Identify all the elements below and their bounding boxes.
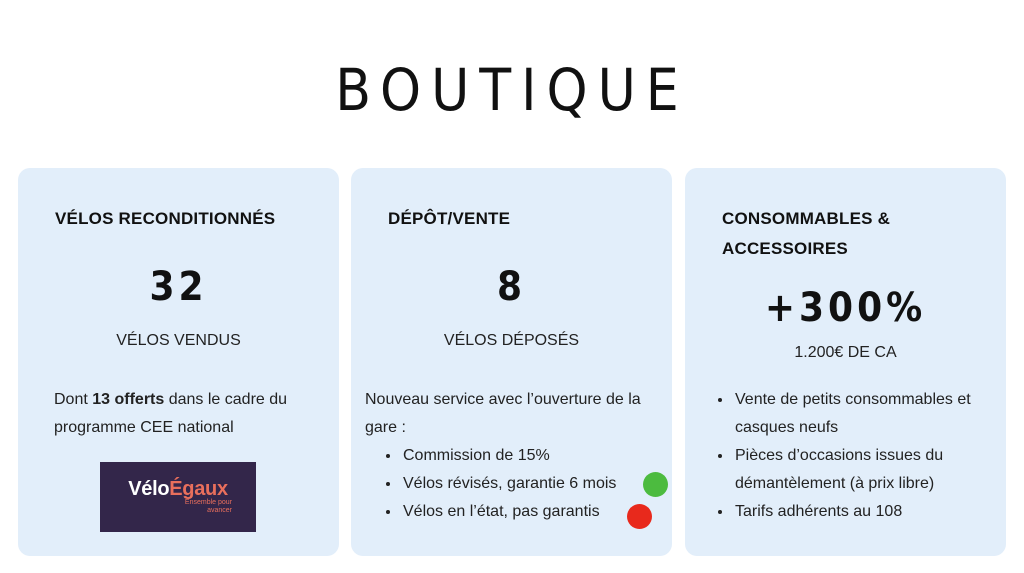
card-depot-vente — [351, 168, 672, 556]
big-value: +300% — [764, 285, 927, 331]
card-intro: Nouveau service avec l’ouverture de la gare : — [365, 391, 641, 436]
card-title: CONSOMMABLES & ACCESSOIRES — [722, 209, 891, 258]
card-subtitle: VÉLOS DÉPOSÉS — [443, 332, 580, 349]
card-description — [54, 386, 306, 442]
list-item: • Pièces d’occasions issues du démantèlement (à prix libre) — [733, 442, 1018, 498]
description-lead: Dont — [54, 391, 93, 408]
big-value: 8 — [496, 264, 527, 310]
card-title: VÉLOS RECONDITIONNÉS — [55, 209, 276, 228]
list-item: • Tarifs adhérents au 108 — [733, 498, 1018, 526]
list-item: • Commission de 15% — [401, 442, 681, 470]
green-status-dot — [643, 472, 668, 497]
logo-tagline: Ensemble pour avancer — [184, 499, 232, 514]
logo-part-2: Égaux — [169, 478, 228, 500]
card-subtitle: VÉLOS VENDUS — [116, 332, 241, 349]
list-item: • Vente de petits consommables et casques neufs — [733, 386, 1018, 442]
bullet-list — [715, 386, 1018, 526]
card-velos-reconditionnes — [18, 168, 339, 556]
logo-wordmark — [128, 479, 228, 499]
description-rest: dans le cadre du programme CEE national — [54, 391, 288, 436]
list-item: • Vélos révisés, garantie 6 mois — [401, 470, 681, 498]
logo-part-1: Vélo — [128, 478, 170, 500]
card-subtitle: 1.200€ DE CA — [794, 344, 897, 361]
velo-egaux-logo — [100, 462, 256, 532]
list-item: • Vélos en l’état, pas garantis — [401, 498, 681, 526]
card-consommables-accessoires — [685, 168, 1006, 556]
red-status-dot — [627, 504, 652, 529]
description-highlight: 13 offerts — [92, 391, 165, 408]
big-value: 32 — [149, 264, 208, 310]
page-title: BOUTIQUE — [335, 56, 689, 124]
card-title: DÉPÔT/VENTE — [388, 209, 511, 228]
